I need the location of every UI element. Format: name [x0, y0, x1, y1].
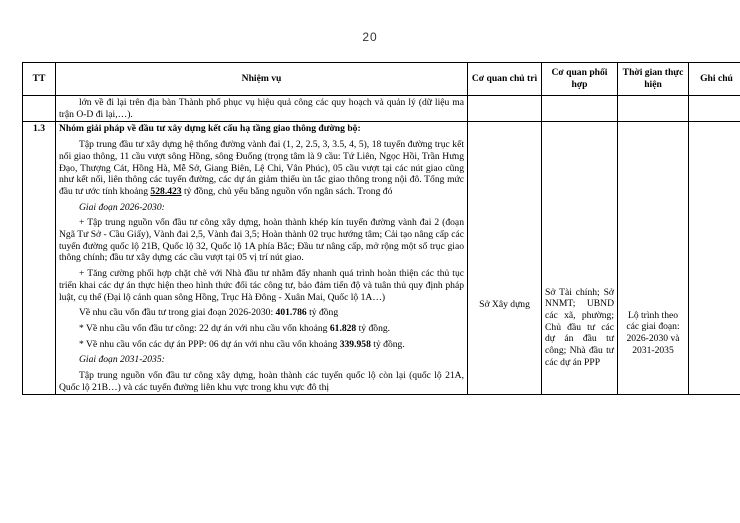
phase-1-label: Giai đoạn 2026-2030:	[79, 201, 165, 213]
cell-coordinating-agency: Sở Tài chính; Sở NNMT; UBND các xã, phường; Chủ đầu tư các dự án đầu tư công; Nhà đầu tư các dự án PPP	[542, 122, 618, 395]
capital-need-line: Về nhu cầu vốn đầu tư trong giai đoạn 2026-2030: 401.786 tỷ đồng	[79, 307, 339, 319]
header-lead-agency: Cơ quan chủ trì	[468, 63, 542, 96]
task-table	[22, 62, 740, 395]
cell-task-continuation	[56, 96, 468, 122]
table-header-row	[23, 63, 740, 96]
header-timeline: Thời gian thực hiện	[618, 63, 689, 96]
cell-tt-empty	[23, 96, 56, 122]
cell-tt: 1.3	[23, 122, 56, 395]
cell-time-empty	[618, 96, 689, 122]
cell-coord-empty	[542, 96, 618, 122]
phase-1-paragraph-2: + Tăng cường phối hợp chặt chẽ với Nhà đầu tư nhằm đẩy nhanh quá trình hoàn thiện các thủ tục triển khai các dự án thực hiện theo hình thức đối tác công tư, bảo đảm tiến độ và tuân thủ quy định pháp luật, cụ thể (Đại lộ cảnh quan sông Hồng, Trục Hà Đông - Xuân Mai, Quốc lộ 1A…)	[59, 268, 464, 303]
public-investment-line: * Về nhu cầu vốn đầu tư công: 22 dự án với nhu cầu vốn khoảng 61.828 tỷ đồng.	[79, 322, 391, 334]
phase-2-paragraph-1: Tập trung nguồn vốn đầu tư công xây dựng, hoàn thành các tuyến quốc lộ còn lại (quốc lộ 21A, Quốc lộ 21B…) và các tuyến đường liên khu vực trong khu vực đô thị	[59, 370, 464, 393]
phase-1-paragraph-1: + Tập trung nguồn vốn đầu tư công xây dựng, hoàn thành khép kín tuyến đường vành đai 2 (đoạn Ngã Tư Sở - Cầu Giấy), Vành đai 2,5, Vành đai 3,5; Hoàn thành 02 trục hướng tâm; Cải tạo nâng cấp các tuyến đường quốc lộ 21B, Quốc lộ 32, Quốc lộ 1A phía Bắc; Đầu tư nâng cấp, mở rộng một số trục giao thông chính; đầu tư xây dựng các cầu vượt tại 05 vị trí nút giao.	[59, 217, 464, 264]
total-investment-amount: 528.423	[150, 185, 182, 197]
cell-lead-empty	[468, 96, 542, 122]
header-coordinating-agency: Cơ quan phối hợp	[542, 63, 618, 96]
header-task: Nhiệm vụ	[56, 63, 468, 96]
task-intro: Tập trung đầu tư xây dựng hệ thống đường vành đai (1, 2, 2.5, 3, 3.5, 4, 5), 18 tuyến đường trục kết nối giao thông, 11 cầu vượt sông Hồng, sông Đuống (trọng tâm là 9 cầu: Tứ Liên, Ngọc Hồi, Trần Hưng Đạo, Thượng Cát, Hồng Hà, Mễ Sở, Giang Biên, Lệ Chi, Vân Phúc), 05 cầu vượt tại các nút giao cũng như kết nối, liên thông các tuyến đường, các dự án giảm thiểu ùn tắc giao thông trong nội đô. Tổng mức đầu tư ước tính khoảng 528.423 tỷ đồng, chủ yếu bằng nguồn vốn ngân sách. Trong đó	[59, 139, 464, 197]
header-tt: TT	[23, 63, 56, 96]
continuation-text: lớn về đi lại trên địa bàn Thành phố phục vụ hiệu quả công các quy hoạch và quản lý (dữ liệu ma trận O-D đi lại,…).	[59, 97, 464, 120]
page-number: 20	[362, 30, 378, 44]
task-title: Nhóm giải pháp về đầu tư xây dựng kết cấu hạ tầng giao thông đường bộ:	[59, 123, 361, 135]
cell-note-empty	[689, 96, 740, 122]
cell-lead-agency: Sở Xây dựng	[468, 122, 542, 395]
cell-timeline: Lộ trình theo các giai đoạn: 2026-2030 và 2031-2035	[618, 122, 689, 395]
public-investment-amount: 61.828	[329, 322, 357, 334]
ppp-line: * Về nhu cầu vốn các dự án PPP: 06 dự án với nhu cầu vốn khoảng 339.958 tỷ đồng.	[79, 338, 405, 350]
capital-need-amount: 401.786	[275, 307, 307, 319]
table-row-continuation	[23, 96, 740, 122]
cell-task	[56, 122, 468, 395]
table-row-1-3	[23, 122, 740, 395]
cell-note	[689, 122, 740, 395]
ppp-amount: 339.958	[339, 338, 371, 350]
phase-2-label: Giai đoạn 2031-2035:	[79, 354, 165, 366]
header-note: Ghi chú	[689, 63, 740, 96]
